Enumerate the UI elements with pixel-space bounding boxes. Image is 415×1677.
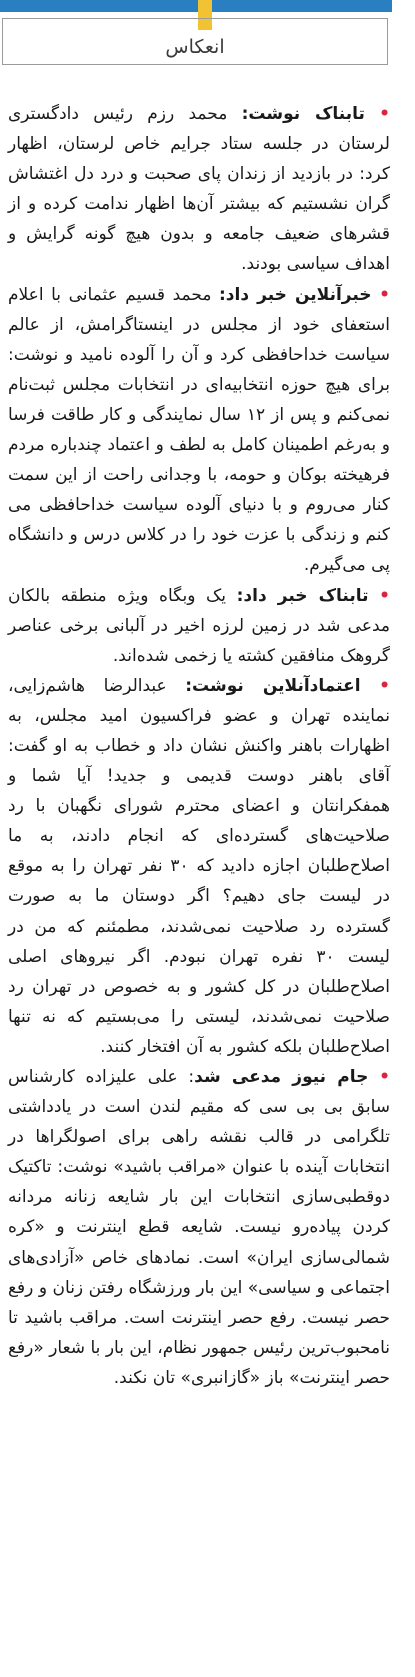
news-source-lead: خبرآنلاین خبر داد: — [219, 284, 372, 305]
news-column — [8, 99, 390, 1393]
red-bullet-icon: • — [379, 1067, 391, 1087]
news-text: یک وبگاه ویژه منطقه بالکان مدعی شد در زمین لرزه اخیر در آلبانی برخی عناصر گروهک منافقین کشته یا زخمی شده‌اند. — [8, 585, 390, 666]
news-item — [8, 99, 390, 280]
news-text: محمد رزم رئیس دادگستری لرستان در جلسه ستاد جرایم خاص لرستان، اظهار کرد: در بازدید از زندان پای صحبت و درد دل اغتشاش گران نشستیم که بیشتر آن‌ها اظهار ندامت کرده و از قشرهای ضعیف جامعه و بدون هیچ گونه گرایش و اهداف سیاسی بودند. — [8, 104, 390, 275]
news-source-lead: تابناک نوشت: — [241, 104, 365, 124]
red-bullet-icon: • — [379, 585, 390, 606]
news-item — [8, 1062, 390, 1393]
news-text: محمد قسیم عثمانی با اعلام استعفای خود از مجلس در اینستاگرامش، از عالم سیاست خداحافظی کرد و آن را آلوده نامید و نوشت: برای هیچ حوزه انتخابیه‌ای در انتخابات مجلس ثبت‌نام نمی‌کنم و پس از ۱۲ سال نمایندگی و کار طاقت فرسا و به‌رغم اطمینان کامل به لطف و اعتماد چندباره مردم فرهیخته بوکان و حومه، با وجدانی راحت از این سمت کنار می‌روم و با دنیای آلوده سیاست خداحافظی می کنم و زندگی با عزت خود را در کلاس درس و دانشگاه پی می‌گیرم. — [8, 284, 391, 576]
news-source-lead: جام نیوز مدعی شد — [194, 1067, 369, 1087]
section-header-divider — [2, 64, 388, 65]
top-color-bar — [0, 0, 392, 12]
red-bullet-icon: • — [379, 675, 390, 696]
news-source-lead: اعتمادآنلاین نوشت: — [185, 675, 361, 696]
news-item — [8, 671, 390, 1062]
news-text: عبدالرضا هاشم‌زایی، نماینده تهران و عضو فراکسیون امید مجلس، به اظهارات باهنر واکنش نشان داد و خطاب به او گفت: آقای باهنر دوست قدیمی و جدید! آیا شما و همفکرانتان و اعضای محترم شورای نگهبان با رد صلاحیت‌های گسترده‌ای که انجام دادند، به ما اصلاح‌طلبان اجازه دادید که ۳۰ نفر تهران را به موقع در لیست جای دهیم؟ اگر دوستان ما به صورت گسترده رد صلاحیت نمی‌شدند، مطمئنم که من در لیست ۳۰ نفره تهران نبودم. اگر نیروهای اصلی اصلاح‌طلبان در کل کشور و به خصوص در تهران رد صلاحیت نمی‌شدند، لیستی را می‌بستیم که نه تنها اصلاح‌طلبان بلکه کشور به آن افتخار کنند. — [8, 675, 390, 1057]
red-bullet-icon: • — [379, 284, 390, 305]
news-text: : علی علیزاده کارشناس سابق بی بی سی که مقیم لندن است در یادداشتی تلگرامی در قالب نقشه راهی برای اصولگراها در انتخابات آینده با عنوان «مراقب باشید» نوشت: تاکتیک دوقطبی‌سازی انتخابات این بار شایعه زنانه مردانه کردن پیاده‌رو نیست. شایعه قطع اینترنت و «کره شمالی‌سازی ایران» است. نمادهای خاص «آزادی‌های اجتماعی و سیاسی» این بار ورزشگاه رفتن زنان و رفع حصر نیست. رفع حصر اینترنت است. مراقب باشید تا نامحبوب‌ترین رئیس جمهور نظام، این بار با شعار «رفع حصر اینترنت» باز «گازانبری» تان نکند. — [8, 1067, 390, 1388]
news-item — [8, 581, 390, 671]
red-bullet-icon: • — [379, 104, 391, 124]
news-item — [8, 280, 390, 581]
section-title: انعکاس — [165, 36, 225, 58]
news-source-lead: تابناک خبر داد: — [236, 585, 369, 606]
